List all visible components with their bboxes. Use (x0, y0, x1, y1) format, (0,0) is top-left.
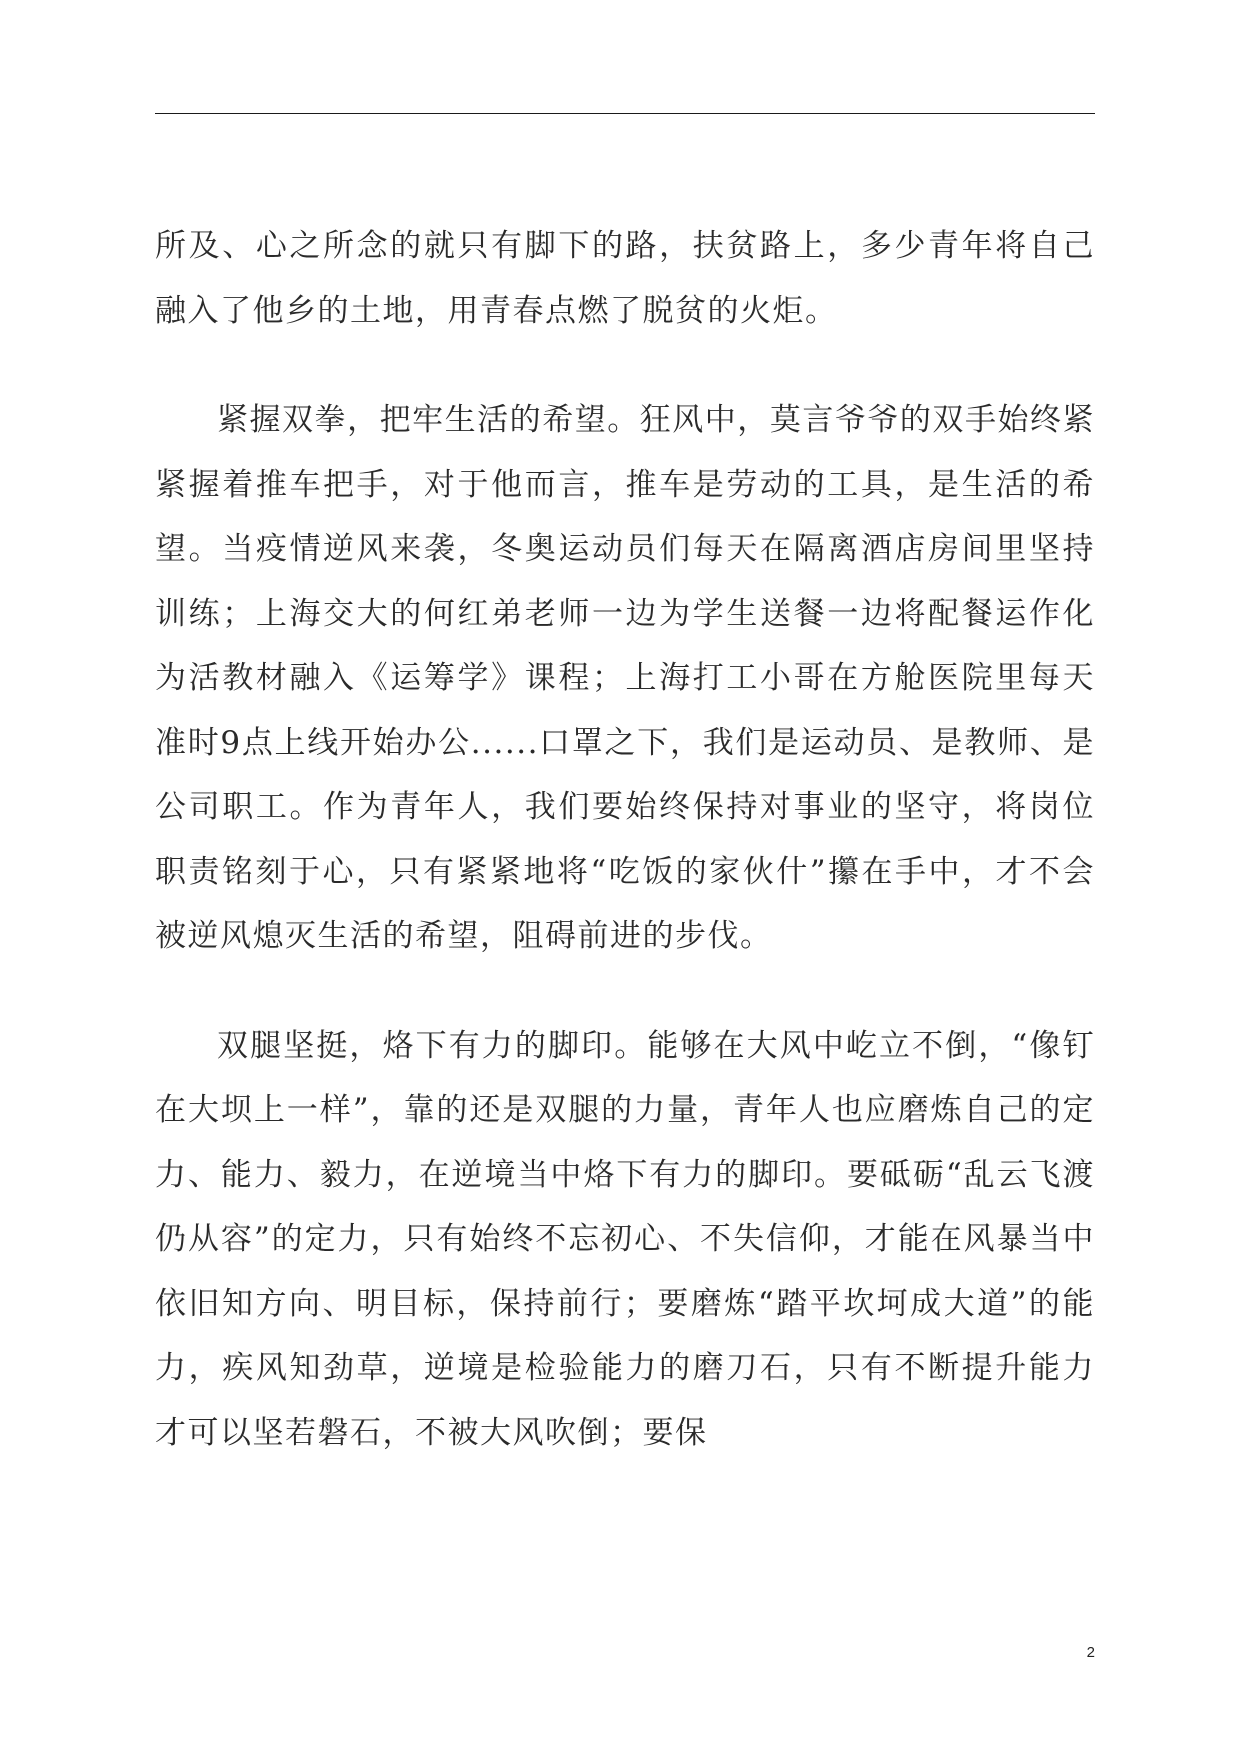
page-number: 2 (1086, 1644, 1095, 1661)
paragraph-legs: 双腿坚挺，烙下有力的脚印。能够在大风中屹立不倒，“像钉在大坝上一样”，靠的还是双腿的力量，青年人也应磨炼自己的定力、能力、毅力，在逆境当中烙下有力的脚印。要砥砺“乱云飞渡仍从容”的定力，只有始终不忘初心、不失信仰，才能在风暴当中依旧知方向、明目标，保持前行；要磨炼“踏平坎坷成大道”的能力，疾风知劲草，逆境是检验能力的磨刀石，只有不断提升能力才可以坚若磐石，不被大风吹倒；要保 (155, 1027, 1095, 1451)
header-rule (155, 113, 1095, 114)
paragraph-continuation: 所及、心之所念的就只有脚下的路，扶贫路上，多少青年将自己融入了他乡的土地，用青春点燃了脱贫的火炬。 (155, 228, 1095, 329)
body-text (155, 214, 1095, 1465)
paragraph-fist: 紧握双拳，把牢生活的希望。狂风中，莫言爷爷的双手始终紧紧握着推车把手，对于他而言，推车是劳动的工具，是生活的希望。当疫情逆风来袭，冬奥运动员们每天在隔离酒店房间里坚持训练；上海交大的何红弟老师一边为学生送餐一边将配餐运作化为活教材融入《运筹学》课程；上海打工小哥在方舱医院里每天准时9点上线开始办公......口罩之下，我们是运动员、是教师、是公司职工。作为青年人，我们要始终保持对事业的坚守，将岗位职责铭刻于心，只有紧紧地将“吃饭的家伙什”攥在手中，才不会被逆风熄灭生活的希望，阻碍前进的步伐。 (155, 402, 1095, 954)
